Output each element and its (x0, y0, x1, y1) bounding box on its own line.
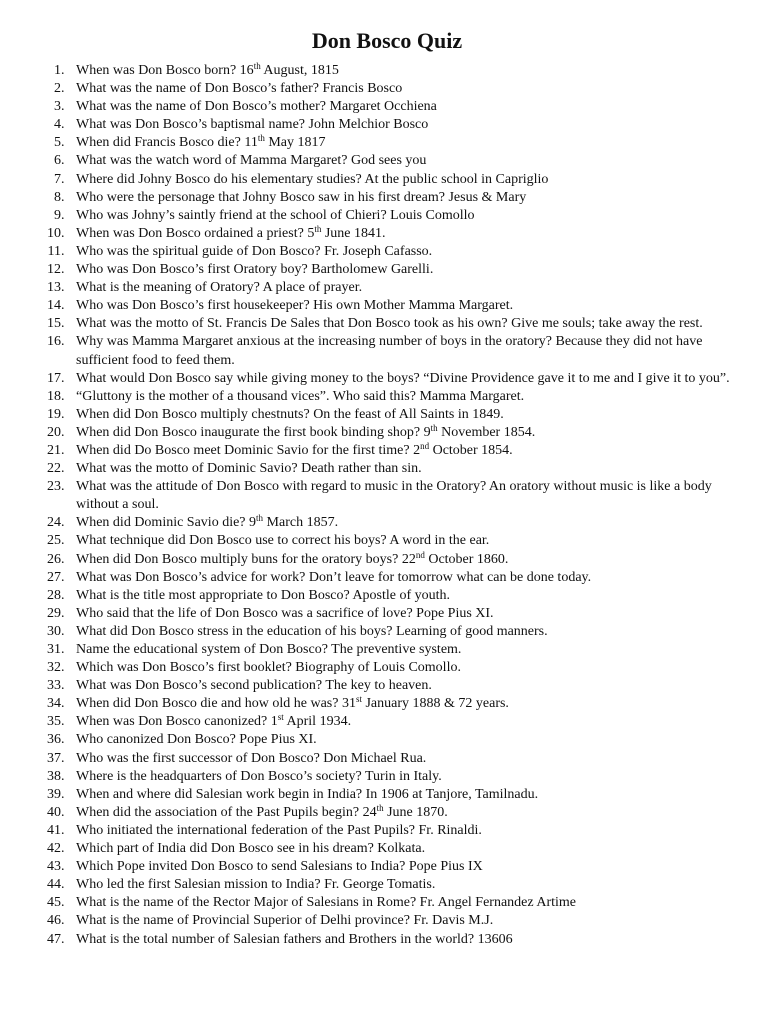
question-number: 23. (47, 479, 75, 495)
question-text (75, 641, 738, 659)
ordinal-suffix: st (355, 694, 362, 705)
ordinal-suffix: st (277, 712, 284, 723)
question-item (36, 243, 738, 261)
question-text-part: November 1854. (437, 424, 536, 440)
question-item (36, 822, 738, 840)
question-number: 11. (47, 243, 75, 259)
question-text-part: When did Dominic Savio die? 9 (76, 515, 257, 531)
question-text-part: Which Pope invited Don Bosco to send Salesians to India? Pope Pius IX (76, 859, 483, 875)
question-item (36, 478, 738, 514)
question-number: 21. (47, 442, 75, 458)
question-number: 29. (47, 605, 75, 621)
question-item (36, 152, 738, 170)
question-item (36, 713, 738, 731)
question-text-part: When was Don Bosco ordained a priest? 5 (76, 225, 315, 241)
question-text-part: March 1857. (263, 515, 339, 531)
question-text-part: When did Don Bosco inaugurate the first book binding shop? 9 (76, 424, 431, 440)
question-text-part: What was Don Bosco’s second publication? The key to heaven. (76, 678, 432, 694)
question-text-part: Who was Don Bosco’s first Oratory boy? Bartholomew Garelli. (76, 262, 434, 278)
question-number: 14. (47, 298, 75, 314)
question-item (36, 623, 738, 641)
question-item (36, 388, 738, 406)
question-text (75, 912, 738, 930)
question-text (75, 695, 738, 713)
question-item (36, 460, 738, 478)
question-item (36, 134, 738, 152)
question-number: 19. (47, 406, 75, 422)
question-text (75, 116, 738, 134)
question-number: 37. (47, 750, 75, 766)
question-text (75, 261, 738, 279)
question-number: 1. (54, 63, 75, 78)
question-number: 30. (47, 623, 75, 639)
question-text (75, 62, 738, 80)
question-text (75, 659, 738, 677)
question-number: 32. (47, 660, 75, 676)
question-text-part: What was the motto of St. Francis De Sales that Don Bosco took as his own? Give me souls; take away the rest. (76, 316, 703, 332)
question-text-part: What is the name of the Rector Major of Salesians in Rome? Fr. Angel Fernandez Artime (76, 895, 576, 911)
question-text-part: What was the name of Don Bosco’s father? Francis Bosco (76, 81, 403, 97)
question-number: 31. (47, 642, 75, 657)
question-text-part: What is the name of Provincial Superior of Delhi province? Fr. Davis M.J. (76, 913, 494, 929)
question-item (36, 532, 738, 550)
question-text-part: When did Do Bosco meet Dominic Savio for the first time? 2 (76, 442, 421, 458)
question-item (36, 587, 738, 605)
question-number: 28. (47, 587, 75, 603)
question-text (75, 731, 738, 749)
question-item (36, 551, 738, 569)
question-text-part: Who was the first successor of Don Bosco? Don Michael Rua. (76, 750, 427, 766)
question-text (75, 460, 738, 478)
question-item (36, 261, 738, 279)
question-item (36, 333, 738, 369)
question-number: 34. (47, 696, 75, 712)
question-item (36, 279, 738, 297)
question-number: 22. (47, 461, 75, 477)
question-item (36, 768, 738, 786)
question-text-part: Who initiated the international federation of the Past Pupils? Fr. Rinaldi. (76, 822, 482, 838)
ordinal-suffix: nd (415, 549, 425, 560)
question-text (75, 80, 738, 98)
question-item (36, 641, 738, 659)
question-item (36, 297, 738, 315)
question-text-part: What was Don Bosco’s baptismal name? John Melchior Bosco (76, 117, 429, 133)
question-text (75, 677, 738, 695)
question-number: 38. (47, 768, 75, 784)
question-text-part: When did Don Bosco multiply buns for the oratory boys? 22 (76, 551, 416, 567)
question-text-part: Where did Johny Bosco do his elementary studies? At the public school in Capriglio (76, 171, 549, 187)
question-text (75, 840, 738, 858)
question-item (36, 225, 738, 243)
question-number: 39. (47, 786, 75, 802)
question-text-part: October 1854. (429, 442, 513, 458)
question-text-part: Who was the spiritual guide of Don Bosco? Fr. Joseph Cafasso. (76, 243, 433, 259)
question-text-part: Which part of India did Don Bosco see in his dream? Kolkata. (76, 841, 426, 857)
question-text-part: Who said that the life of Don Bosco was a sacrifice of love? Pope Pius XI. (76, 605, 494, 621)
question-text-part: Where is the headquarters of Don Bosco’s society? Turin in Italy. (76, 768, 442, 784)
question-number: 15. (47, 316, 75, 332)
question-text-part: Name the educational system of Don Bosco? The preventive system. (76, 642, 462, 657)
question-number: 46. (47, 913, 75, 929)
question-number: 47. (47, 931, 75, 947)
question-item (36, 840, 738, 858)
question-text (75, 333, 738, 369)
question-text (75, 931, 738, 949)
question-text (75, 713, 738, 731)
ordinal-suffix: th (376, 802, 384, 813)
ordinal-suffix: nd (420, 440, 430, 451)
question-text (75, 804, 738, 822)
question-text (75, 514, 738, 532)
question-text (75, 207, 738, 225)
question-text-part: June 1870. (383, 804, 448, 820)
question-item (36, 424, 738, 442)
question-text (75, 189, 738, 207)
ordinal-suffix: th (256, 513, 264, 524)
question-text-part: August, 1815 (260, 63, 339, 78)
question-number: 8. (54, 189, 75, 205)
question-item (36, 442, 738, 460)
question-text-part: April 1934. (283, 714, 352, 730)
question-text (75, 858, 738, 876)
question-text-part: What was the motto of Dominic Savio? Death rather than sin. (76, 461, 422, 477)
question-text (75, 388, 738, 406)
question-text-part: June 1841. (321, 225, 386, 241)
question-number: 18. (47, 388, 75, 404)
question-number: 41. (47, 822, 75, 838)
question-text-part: What was Don Bosco’s advice for work? Don’t leave for tomorrow what can be done today. (76, 569, 592, 585)
question-number: 24. (47, 515, 75, 531)
question-text (75, 279, 738, 297)
question-item (36, 569, 738, 587)
question-text-part: What is the title most appropriate to Don Bosco? Apostle of youth. (76, 587, 451, 603)
question-text-part: When was Don Bosco born? 16 (76, 63, 254, 78)
question-text-part: Who led the first Salesian mission to India? Fr. George Tomatis. (76, 877, 436, 893)
ordinal-suffix: th (430, 422, 438, 433)
question-number: 6. (54, 153, 75, 169)
question-item (36, 171, 738, 189)
question-text (75, 424, 738, 442)
question-number: 13. (47, 280, 75, 296)
question-text-part: October 1860. (424, 551, 509, 567)
question-text-part: When did the association of the Past Pupils begin? 24 (76, 804, 377, 820)
question-text (75, 587, 738, 605)
question-text-part: What is the total number of Salesian fathers and Brothers in the world? 13606 (76, 931, 513, 947)
question-number: 12. (47, 262, 75, 278)
question-text (75, 786, 738, 804)
question-number: 27. (47, 569, 75, 585)
question-text-part: When and where did Salesian work begin in India? In 1906 at Tanjore, Tamilnadu. (76, 786, 539, 802)
question-text-part: January 1888 & 72 years. (361, 696, 509, 712)
question-item (36, 98, 738, 116)
question-list (36, 62, 738, 949)
question-item (36, 116, 738, 134)
question-number: 16. (47, 334, 75, 350)
question-number: 43. (47, 859, 75, 875)
question-text-part: Who was Johny’s saintly friend at the school of Chieri? Louis Comollo (76, 207, 475, 223)
question-text-part: Who were the personage that Johny Bosco saw in his first dream? Jesus & Mary (76, 189, 527, 205)
question-number: 3. (54, 99, 75, 115)
question-number: 10. (47, 225, 75, 241)
question-item (36, 189, 738, 207)
question-number: 2. (54, 81, 75, 97)
ordinal-suffix: th (314, 223, 322, 234)
question-item (36, 786, 738, 804)
question-text (75, 623, 738, 641)
question-text (75, 750, 738, 768)
question-text (75, 243, 738, 261)
question-item (36, 605, 738, 623)
question-text (75, 297, 738, 315)
question-item (36, 80, 738, 98)
question-item (36, 912, 738, 930)
question-number: 4. (54, 117, 75, 133)
question-text (75, 370, 738, 388)
question-text (75, 134, 738, 152)
question-number: 26. (47, 551, 75, 567)
question-item (36, 370, 738, 388)
question-number: 33. (47, 678, 75, 694)
question-text (75, 98, 738, 116)
question-item (36, 207, 738, 225)
question-number: 9. (54, 207, 75, 223)
question-text (75, 442, 738, 460)
question-text (75, 532, 738, 550)
question-number: 40. (47, 804, 75, 820)
question-text-part: What technique did Don Bosco use to correct his boys? A word in the ear. (76, 533, 490, 549)
question-item (36, 677, 738, 695)
question-number: 42. (47, 841, 75, 857)
question-text (75, 605, 738, 623)
question-text-part: What is the meaning of Oratory? A place of prayer. (76, 280, 363, 296)
question-item (36, 62, 738, 80)
question-text-part: May 1817 (264, 135, 326, 151)
question-text (75, 406, 738, 424)
question-text-part: Who canonized Don Bosco? Pope Pius XI. (76, 732, 317, 748)
question-text (75, 768, 738, 786)
question-text-part: Which was Don Bosco’s first booklet? Biography of Louis Comollo. (76, 660, 461, 676)
question-item (36, 406, 738, 424)
question-text (75, 225, 738, 243)
question-text-part: When was Don Bosco canonized? 1 (76, 714, 278, 730)
question-item (36, 514, 738, 532)
question-text (75, 315, 738, 333)
question-text-part: What was the watch word of Mamma Margaret? God sees you (76, 153, 427, 169)
question-text (75, 876, 738, 894)
question-text (75, 152, 738, 170)
question-item (36, 858, 738, 876)
ordinal-suffix: th (253, 61, 261, 71)
question-number: 20. (47, 424, 75, 440)
question-number: 25. (47, 533, 75, 549)
question-text-part: When did Don Bosco multiply chestnuts? On the feast of All Saints in 1849. (76, 406, 504, 422)
question-text (75, 894, 738, 912)
question-number: 44. (47, 877, 75, 893)
question-text-part: Why was Mamma Margaret anxious at the increasing number of boys in the oratory? Because they did not have sufficient food to feed them. (76, 334, 703, 368)
question-item (36, 804, 738, 822)
question-text (75, 551, 738, 569)
question-text-part: When did Francis Bosco die? 11 (76, 135, 258, 151)
question-text-part: What did Don Bosco stress in the education of his boys? Learning of good manners. (76, 623, 548, 639)
question-item (36, 731, 738, 749)
question-item (36, 315, 738, 333)
question-text (75, 822, 738, 840)
question-item (36, 931, 738, 949)
question-text-part: What would Don Bosco say while giving money to the boys? “Divine Providence gave it to me and I give it to you”. (76, 370, 730, 386)
ordinal-suffix: th (257, 133, 265, 144)
question-text (75, 171, 738, 189)
question-number: 45. (47, 895, 75, 911)
question-item (36, 876, 738, 894)
question-item (36, 695, 738, 713)
question-text-part: What was the name of Don Bosco’s mother? Margaret Occhiena (76, 99, 437, 115)
question-text-part: What was the attitude of Don Bosco with regard to music in the Oratory? An oratory without music is like a body without a soul. (76, 479, 712, 513)
page-title: Don Bosco Quiz (311, 28, 463, 53)
question-number: 36. (47, 732, 75, 748)
question-item (36, 750, 738, 768)
question-text (75, 569, 738, 587)
question-text-part: “Gluttony is the mother of a thousand vices”. Who said this? Mamma Margaret. (76, 388, 525, 404)
question-item (36, 894, 738, 912)
question-number: 7. (54, 171, 75, 187)
question-text-part: Who was Don Bosco’s first housekeeper? His own Mother Mamma Margaret. (76, 298, 514, 314)
question-text-part: When did Don Bosco die and how old he was? 31 (76, 696, 356, 712)
question-text (75, 478, 738, 514)
question-number: 5. (54, 135, 75, 151)
question-number: 17. (47, 370, 75, 386)
question-number: 35. (47, 714, 75, 730)
question-item (36, 659, 738, 677)
